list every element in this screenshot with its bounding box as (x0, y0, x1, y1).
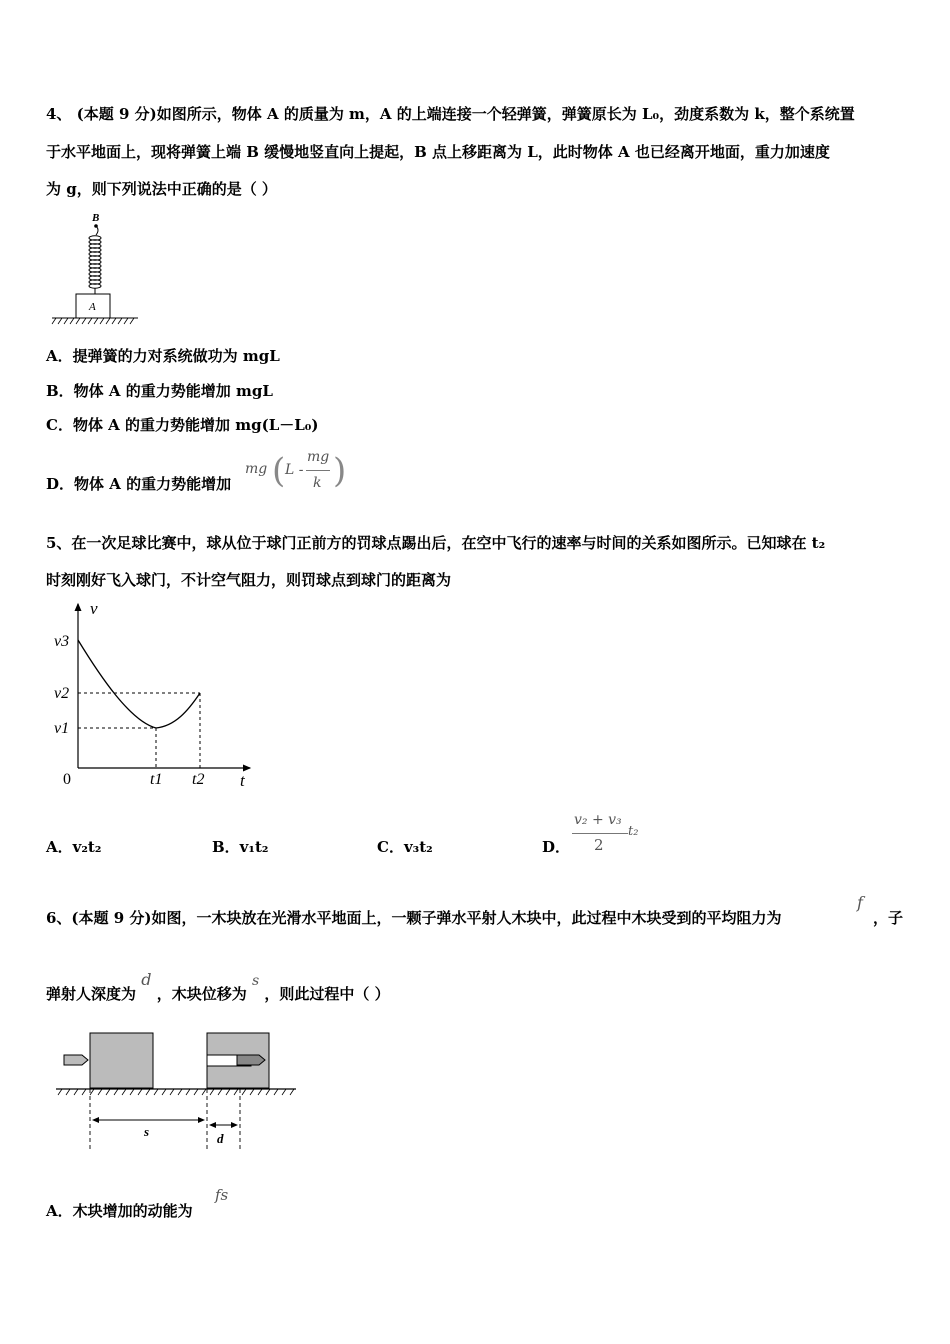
v1-label: v1 (54, 720, 70, 737)
q6-line-1-end: ，子 (873, 909, 904, 927)
q5-option-b: B．v₁t₂ (212, 838, 269, 856)
bullet-left (64, 1055, 88, 1065)
q5-option-a: A．v₂t₂ (46, 838, 102, 856)
x-axis-label: t (240, 771, 245, 790)
speed-curve (78, 640, 200, 728)
v3-label: v3 (54, 633, 70, 650)
spring-coils (89, 236, 101, 288)
label-b: B (92, 212, 100, 224)
paren-right: ) (333, 451, 347, 491)
q4-option-a: A．提弹簧的力对系统做功为 mgL (46, 347, 280, 365)
v2-label: v2 (54, 685, 70, 702)
q6-line-2-c: ，则此过程中（ ） (264, 985, 390, 1003)
s-label: s (144, 1124, 150, 1139)
q6-option-a (46, 1200, 193, 1221)
formula-num: mg (307, 449, 330, 465)
q5-option-c: C．v₃t₂ (377, 838, 433, 856)
q5-line-1: 5、在一次足球比赛中，球从位于球门正前方的罚球点踢出后，在空中飞行的速率与时间的关系如图所示。已知球在 t₂ (46, 534, 826, 552)
f-symbol: f (857, 893, 863, 912)
q5-option-d: D． (542, 838, 571, 856)
s-symbol: s (251, 973, 260, 989)
t2-label: t2 (192, 771, 205, 788)
q6-line-2-b: ，木块位移为 (156, 985, 247, 1003)
q4-line-2: 于水平地面上，现将弹簧上端 B 缓慢地竖直向上提起，B 点上移距离为 L，此时物体 A 也已经离开地面，重力加速度 (46, 143, 830, 161)
block-left (90, 1033, 153, 1088)
velocity-time-graph (50, 596, 260, 796)
formula-t2: t₂ (628, 824, 639, 839)
fs-symbol: fs (215, 1186, 229, 1204)
formula-mg: mg (245, 461, 268, 477)
d-symbol: d (141, 970, 152, 989)
q6-line-1-text: 6、(本题 9 分)如图，一木块放在光滑水平地面上，一颗子弹水平射人木块中，此过程中木块受到的平均阻力为 (46, 909, 782, 927)
t1-label: t1 (150, 771, 163, 788)
q5-option-d-formula (572, 812, 652, 858)
q6-option-a-text: A．木块增加的动能为 (46, 1202, 193, 1220)
fraction-bar (306, 470, 330, 471)
bullet-right (237, 1055, 265, 1065)
q4-line-3: 为 g，则下列说法中正确的是（ ） (46, 180, 277, 198)
fraction-bar (572, 833, 628, 834)
formula-den: k (313, 475, 322, 491)
paren-left: ( (272, 451, 286, 491)
y-axis-label: v (90, 599, 98, 618)
origin-label: 0 (63, 771, 71, 788)
q6-line-1 (46, 907, 782, 928)
q5-line-2: 时刻刚好飞入球门，不计空气阻力，则罚球点到球门的距离为 (46, 571, 452, 589)
q6-line-2-a: 弹射人深度为 (46, 985, 137, 1003)
bullet-block-figure (56, 1028, 302, 1154)
q4-option-d-prefix: D．物体 A 的重力势能增加 (46, 475, 232, 493)
q4-option-d-formula (245, 449, 345, 497)
spring-figure (48, 208, 144, 330)
q4-option-b: B．物体 A 的重力势能增加 mgL (46, 382, 273, 400)
q4-line-1: 4、 (本题 9 分)如图所示，物体 A 的质量为 m，A 的上端连接一个轻弹簧，弹簧原长为 L₀，劲度系数为 k，整个系统置 (46, 105, 855, 123)
formula-den: 2 (594, 836, 604, 854)
label-a: A (89, 301, 96, 313)
formula-num: v₂ + v₃ (574, 812, 622, 828)
q6-line-2 (46, 970, 390, 1004)
q4-option-c: C．物体 A 的重力势能增加 mg(L－L₀) (46, 416, 319, 434)
q4-option-d (46, 473, 231, 494)
formula-l: L - (285, 462, 304, 478)
d-label: d (217, 1131, 224, 1146)
